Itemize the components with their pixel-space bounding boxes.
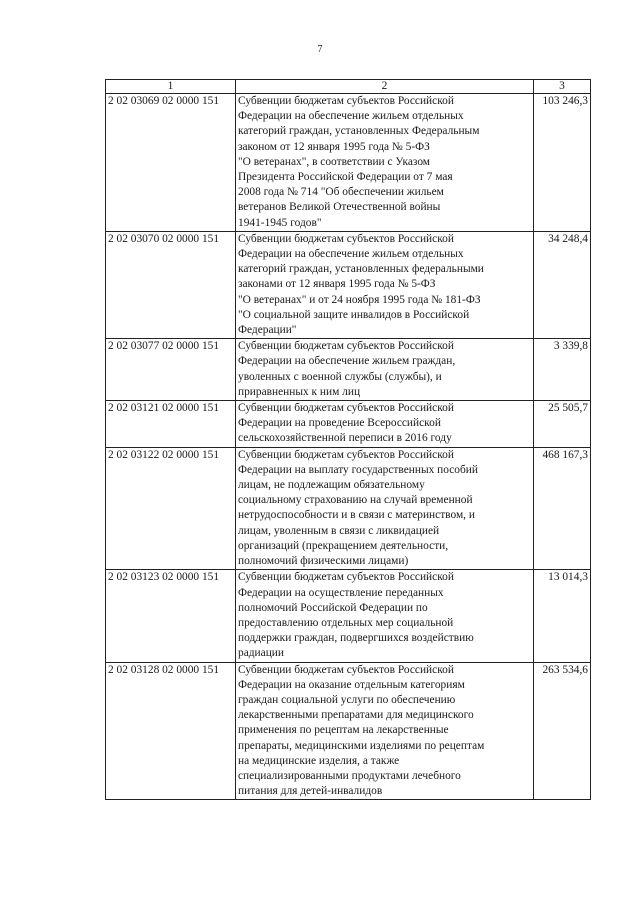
budget-code-cell: 2 02 03128 02 0000 151 xyxy=(106,662,236,800)
description-line: радиации xyxy=(238,647,284,660)
description-line: "О ветеранах" и от 24 ноября 1995 года № 181-ФЗ xyxy=(238,293,481,306)
description-line: препараты, медицинскими изделиями по рецептам xyxy=(238,739,485,752)
description-line: Федерации на проведение Всероссийской xyxy=(238,417,441,430)
description-line: лекарственными препаратами для медицинского xyxy=(238,709,474,722)
table-row xyxy=(106,94,591,232)
description-line: сельскохозяйственной переписи в 2016 году xyxy=(238,432,452,445)
table-row xyxy=(106,447,591,570)
table-body xyxy=(106,94,591,800)
description-cell xyxy=(236,94,534,232)
table-row xyxy=(106,662,591,800)
description-line: граждан социальной услуги по обеспечению xyxy=(238,693,456,706)
description-line: Федерации на осуществление переданных xyxy=(238,586,444,599)
description-line: уволенных с военной службы (службы), и xyxy=(238,370,442,383)
description-line: нетрудоспособности и в связи с материнством, и xyxy=(238,509,475,522)
description-line: Субвенции бюджетам субъектов Российской xyxy=(238,232,454,245)
description-line: Федерации на обеспечение жильем граждан, xyxy=(238,355,456,368)
description-line: Субвенции бюджетам субъектов Российской xyxy=(238,448,454,461)
budget-code-cell: 2 02 03123 02 0000 151 xyxy=(106,570,236,662)
description-line: специализированными продуктами лечебного xyxy=(238,769,461,782)
budget-table xyxy=(105,79,591,800)
description-line: приравненных к ним лиц xyxy=(238,385,361,398)
description-line: 1941-1945 годов" xyxy=(238,216,322,229)
budget-code-cell: 2 02 03070 02 0000 151 xyxy=(106,231,236,338)
description-line: Субвенции бюджетам субъектов Российской xyxy=(238,402,454,415)
description-cell xyxy=(236,570,534,662)
description-line: "О социальной защите инвалидов в Российской xyxy=(238,308,470,321)
description-line: Субвенции бюджетам субъектов Российской xyxy=(238,340,454,353)
description-line: категорий граждан, установленных федеральными xyxy=(238,263,484,276)
amount-cell: 263 534,6 xyxy=(534,662,591,800)
amount-cell: 25 505,7 xyxy=(534,401,591,448)
table-row xyxy=(106,339,591,401)
table-row xyxy=(106,401,591,448)
description-line: организаций (прекращением деятельности, xyxy=(238,539,449,552)
table-row xyxy=(106,231,591,338)
amount-cell: 3 339,8 xyxy=(534,339,591,401)
description-line: Субвенции бюджетам субъектов Российской xyxy=(238,95,454,107)
description-line: Федерации на выплату государственных пособий xyxy=(238,463,478,476)
description-line: социальному страхованию на случай временной xyxy=(238,494,473,507)
amount-cell: 103 246,3 xyxy=(534,94,591,232)
description-line: применения по рецептам на лекарственные xyxy=(238,724,449,737)
amount-cell: 13 014,3 xyxy=(534,570,591,662)
description-line: ветеранов Великой Отечественной войны xyxy=(238,201,441,214)
budget-code-cell: 2 02 03121 02 0000 151 xyxy=(106,401,236,448)
description-line: Президента Российской Федерации от 7 мая xyxy=(238,171,453,184)
page-number: 7 xyxy=(317,44,323,55)
header-col-1: 1 xyxy=(106,80,236,94)
header-col-3: 3 xyxy=(534,80,591,94)
amount-cell: 34 248,4 xyxy=(534,231,591,338)
description-line: Федерации на оказание отдельным категориям xyxy=(238,678,465,691)
description-line: предоставлению отдельных мер социальной xyxy=(238,616,454,629)
description-cell xyxy=(236,401,534,448)
budget-code-cell: 2 02 03077 02 0000 151 xyxy=(106,339,236,401)
description-line: категорий граждан, установленных Федеральным xyxy=(238,125,480,138)
description-line: питания для детей-инвалидов xyxy=(238,785,383,798)
description-line: на медицинские изделия, а также xyxy=(238,754,400,767)
description-line: Федерации на обеспечение жильем отдельных xyxy=(238,248,464,261)
description-line: Федерации" xyxy=(238,324,297,337)
description-line: лицам, уволенным в связи с ликвидацией xyxy=(238,524,440,537)
description-line: поддержки граждан, подвергшихся воздействию xyxy=(238,632,474,645)
amount-cell: 468 167,3 xyxy=(534,447,591,570)
description-line: лицам, не подлежащим обязательному xyxy=(238,479,425,492)
table-row xyxy=(106,570,591,662)
description-line: законом от 12 января 1995 года № 5-ФЗ xyxy=(238,140,430,153)
description-line: Субвенции бюджетам субъектов Российской xyxy=(238,663,454,676)
description-line: полномочий физическими лицами) xyxy=(238,555,409,568)
description-cell xyxy=(236,231,534,338)
budget-code-cell: 2 02 03122 02 0000 151 xyxy=(106,447,236,570)
description-cell xyxy=(236,662,534,800)
header-row xyxy=(106,80,591,94)
description-line: Субвенции бюджетам субъектов Российской xyxy=(238,571,454,584)
header-col-2: 2 xyxy=(236,80,534,94)
description-line: полномочий Российской Федерации по xyxy=(238,601,428,614)
description-line: 2008 года № 714 "Об обеспечении жильем xyxy=(238,186,444,199)
description-cell xyxy=(236,339,534,401)
budget-code-cell: 2 02 03069 02 0000 151 xyxy=(106,94,236,232)
description-cell xyxy=(236,447,534,570)
description-line: "О ветеранах", в соответствии с Указом xyxy=(238,155,431,168)
description-line: законами от 12 января 1995 года № 5-ФЗ xyxy=(238,278,436,291)
description-line: Федерации на обеспечение жильем отдельных xyxy=(238,110,464,123)
